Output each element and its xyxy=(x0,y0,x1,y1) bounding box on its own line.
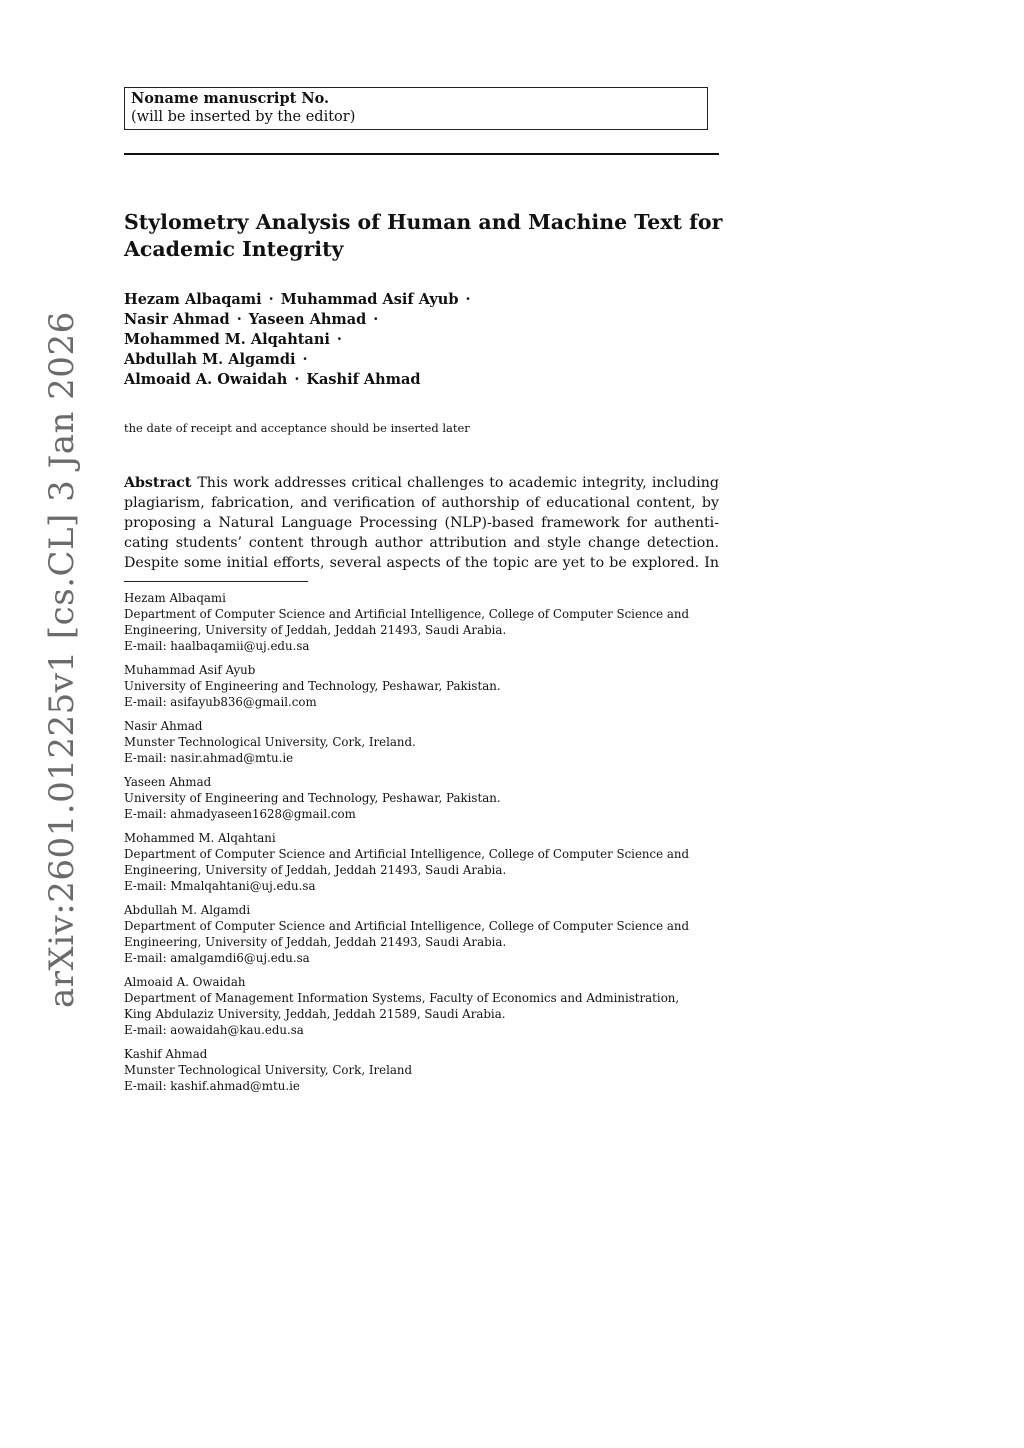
affiliation xyxy=(124,774,724,822)
author-name: Kashif Ahmad xyxy=(306,371,421,388)
author-line xyxy=(124,330,724,350)
affiliation-name: Mohammed M. Alqahtani xyxy=(124,831,276,845)
affiliation-address: Munster Technological University, Cork, Ireland. xyxy=(124,735,416,749)
affiliation-address: Engineering, University of Jeddah, Jeddah 21493, Saudi Arabia. xyxy=(124,863,507,877)
affiliation xyxy=(124,662,724,710)
affiliation-name: Abdullah M. Algamdi xyxy=(124,903,251,917)
affiliation-email: E-mail: nasir.ahmad@mtu.ie xyxy=(124,751,294,765)
affiliation-email: E-mail: asifayub836@gmail.com xyxy=(124,695,317,709)
affiliation-name: Almoaid A. Owaidah xyxy=(124,975,246,989)
affiliation-name: Yaseen Ahmad xyxy=(124,775,212,789)
abstract-line xyxy=(124,473,719,493)
affiliation xyxy=(124,974,724,1038)
dates-note: the date of receipt and acceptance should be inserted later xyxy=(124,421,470,435)
affiliation xyxy=(124,1046,724,1094)
arxiv-stamp: arXiv:2601.01225v1 [cs.CL] 3 Jan 2026 xyxy=(42,311,82,1008)
author-separator: · xyxy=(336,331,342,348)
author-separator: · xyxy=(236,311,242,328)
author-separator: · xyxy=(465,291,471,308)
author-line xyxy=(124,370,724,390)
author-name: Yaseen Ahmad xyxy=(248,311,367,328)
abstract xyxy=(124,473,719,573)
affiliation-address: Department of Computer Science and Artificial Intelligence, College of Computer Science and xyxy=(124,847,690,861)
manuscript-note: (will be inserted by the editor) xyxy=(131,109,356,125)
affiliation-email: E-mail: aowaidah@kau.edu.sa xyxy=(124,1023,304,1037)
affiliation-address: Department of Computer Science and Artificial Intelligence, College of Computer Science and xyxy=(124,607,690,621)
abstract-line: Despite some initial efforts, several aspects of the topic are yet to be explored. In xyxy=(124,555,719,571)
abstract-line: cating students’ content through author attribution and style change detection. xyxy=(124,535,719,551)
affiliation-address: University of Engineering and Technology, Peshawar, Pakistan. xyxy=(124,791,501,805)
editor-box xyxy=(124,87,708,130)
author-list xyxy=(124,290,724,390)
author-name: Nasir Ahmad xyxy=(124,311,230,328)
affiliation-email: E-mail: kashif.ahmad@mtu.ie xyxy=(124,1079,300,1093)
author-name: Muhammad Asif Ayub xyxy=(280,291,459,308)
affiliation-name: Muhammad Asif Ayub xyxy=(124,663,256,677)
affiliation-email: E-mail: Mmalqahtani@uj.edu.sa xyxy=(124,879,316,893)
affiliation xyxy=(124,718,724,766)
author-name: Mohammed M. Alqahtani xyxy=(124,331,330,348)
author-separator: · xyxy=(302,351,308,368)
affiliations xyxy=(124,590,724,1102)
author-separator: · xyxy=(373,311,379,328)
author-line xyxy=(124,310,724,330)
author-line xyxy=(124,290,724,310)
title-line-2: Academic Integrity xyxy=(124,237,344,261)
author-name: Hezam Albaqami xyxy=(124,291,262,308)
abstract-text: This work addresses critical challenges to academic integrity, including xyxy=(197,475,719,491)
footnote-rule xyxy=(124,581,308,582)
author-line xyxy=(124,350,724,370)
affiliation xyxy=(124,590,724,654)
abstract-line: proposing a Natural Language Processing (NLP)-based framework for authenti- xyxy=(124,515,719,531)
abstract-label: Abstract xyxy=(124,475,192,491)
author-separator: · xyxy=(294,371,300,388)
affiliation-email: E-mail: amalgamdi6@uj.edu.sa xyxy=(124,951,310,965)
affiliation-address: Department of Management Information Systems, Faculty of Economics and Administration, xyxy=(124,991,680,1005)
title-line-1: Stylometry Analysis of Human and Machine Text for xyxy=(124,210,723,234)
affiliation-name: Hezam Albaqami xyxy=(124,591,226,605)
abstract-line: plagiarism, fabrication, and verification of authorship of educational content, by xyxy=(124,495,719,511)
affiliation-address: Department of Computer Science and Artificial Intelligence, College of Computer Science and xyxy=(124,919,690,933)
affiliation-name: Kashif Ahmad xyxy=(124,1047,208,1061)
paper-title xyxy=(124,209,724,263)
header-rule xyxy=(124,153,719,155)
affiliation xyxy=(124,830,724,894)
author-name: Abdullah M. Algamdi xyxy=(124,351,296,368)
affiliation-address: Engineering, University of Jeddah, Jeddah 21493, Saudi Arabia. xyxy=(124,623,507,637)
affiliation-address: King Abdulaziz University, Jeddah, Jeddah 21589, Saudi Arabia. xyxy=(124,1007,506,1021)
manuscript-title: Noname manuscript No. xyxy=(131,90,330,107)
affiliation-address: University of Engineering and Technology, Peshawar, Pakistan. xyxy=(124,679,501,693)
affiliation-address: Munster Technological University, Cork, Ireland xyxy=(124,1063,413,1077)
author-separator: · xyxy=(268,291,274,308)
affiliation-name: Nasir Ahmad xyxy=(124,719,203,733)
affiliation-email: E-mail: haalbaqamii@uj.edu.sa xyxy=(124,639,310,653)
affiliation-address: Engineering, University of Jeddah, Jeddah 21493, Saudi Arabia. xyxy=(124,935,507,949)
affiliation-email: E-mail: ahmadyaseen1628@gmail.com xyxy=(124,807,356,821)
author-name: Almoaid A. Owaidah xyxy=(124,371,288,388)
affiliation xyxy=(124,902,724,966)
